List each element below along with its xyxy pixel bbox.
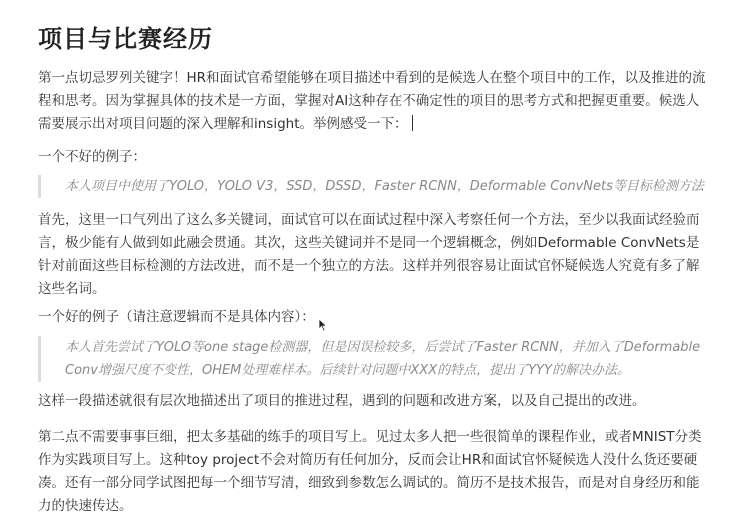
good-example-quote: 本人首先尝试了YOLO等one stage检测器，但是因误检较多，后尝试了Faster RCNN，并加入了Deformable Conv增强尺度不变性，OHEM处理难样本。后续针对问题中XXX的特点，提出了YYY的解决办法。 <box>38 336 710 382</box>
analysis-paragraph: 首先，这里一口气列出了这么多关键词，面试官可以在面试过程中深入考察任何一个方法，至少以我面试经验而言，极少能有人做到如此融会贯通。其次，这些关键词并不是同一个逻辑概念，例如Deformable ConvNets是针对前面这些目标检测的方法改进，而不是一个独立的方法。这样并列很容易让面试官怀疑候选人究竟有多了解这些名词。 <box>38 212 700 297</box>
text-caret <box>412 115 413 131</box>
intro-paragraph <box>38 67 710 136</box>
mouse-pointer-icon <box>318 318 328 332</box>
good-summary-paragraph: 这样一段描述就很有层次地描述出了项目的推进过程，遇到的问题和改进方案，以及自己提出的改进。 <box>38 393 646 409</box>
page-title: 项目与比赛经历 <box>38 25 213 53</box>
good-example-label: 一个好的例子（请注意逻辑而不是具体内容）： <box>38 309 315 325</box>
second-point-paragraph: 第二点不需要事事巨细，把太多基础的练手的项目写上。见过太多人把一些很简单的课程作业，或者MNIST分类作为实践项目写上。这种toy project不会对简历有任何加分，反而会让HR和面试官怀疑候选人没什么货还要硬凑。还有一部分同学试图把每一个细节写清，细致到参数怎么调试的。简历不是技术报告，而是对自身经历和能力的快速传达。 <box>38 429 702 514</box>
bad-example-label: 一个不好的例子： <box>38 149 146 165</box>
intro-text: 第一点切忌罗列关键字！HR和面试官希望能够在项目描述中看到的是候选人在整个项目中的工作，以及推进的流程和思考。因为掌握具体的技术是一方面，掌握对AI这种存在不确定性的项目的思考方式和把握更重要。候选人需要展示出对项目问题的深入理解和insight。举例感受一下： <box>38 70 706 132</box>
bad-example-quote: 本人项目中使用了YOLO，YOLO V3，SSD，DSSD，Faster RCNN，Deformable ConvNets等目标检测方法 <box>38 175 710 198</box>
